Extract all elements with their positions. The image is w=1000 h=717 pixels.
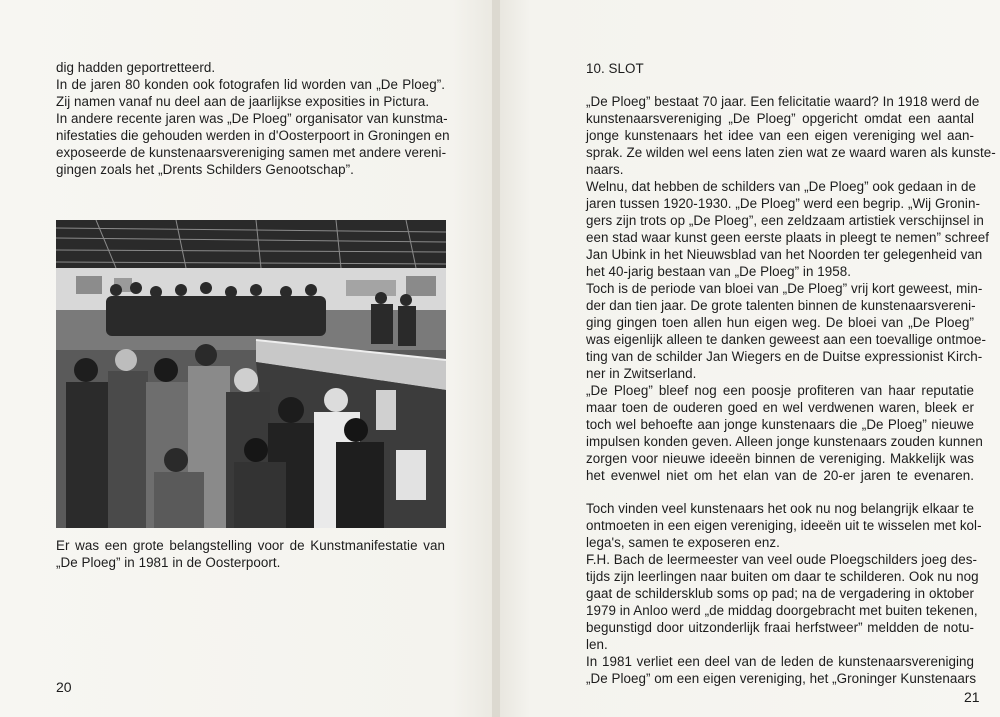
left-text-line: gingen zoals het „Drents Schilders Genootschap”. (56, 162, 354, 177)
body-text-line: begunstigd door uitzonderlijk fraai herfstweer” meldden de notu- (586, 620, 974, 635)
left-text-line: Zij namen vanaf nu deel aan de jaarlijkse exposities in Pictura. (56, 94, 430, 109)
page-number-right: 21 (964, 689, 980, 705)
body-text-line: het 40-jarig bestaan van „De Ploeg” in 1958. (586, 264, 851, 279)
book-gutter (492, 0, 500, 717)
body-text-line: „De Ploeg” bleef nog een poosje profiteren van haar reputatie (586, 383, 974, 398)
body-text-line: naars. (586, 162, 624, 177)
left-text-line: exposeerde de kunstenaarsvereniging samen met andere vereni- (56, 145, 447, 160)
photo-caption-line: „De Ploeg” in 1981 in de Oosterpoort. (56, 555, 281, 570)
body-text-line: kunstenaarsvereniging „De Ploeg” opgericht omdat een aantal (586, 111, 974, 126)
left-text-line: nifestaties die gehouden werden in d'Oosterpoort in Groningen en (56, 128, 450, 143)
body-text-line: was eigenlijk alleen te danken geweest aan een toevallige ontmoe- (586, 332, 987, 347)
left-page (0, 0, 492, 717)
body-text-line: ner in Zwitserland. (586, 366, 697, 381)
body-text-line: 1979 in Anloo werd „de middag doorgebracht met buiten tekenen, (586, 603, 978, 618)
body-text-line: een stad waar kunst geen eerste plaats in pleegt te nemen” schreef (586, 230, 990, 245)
section-heading: 10. SLOT (586, 61, 644, 76)
body-text-line: F.H. Bach de leermeester van veel oude Ploegschilders joeg des- (586, 552, 977, 567)
body-text-line: ging gingen toen allen hun eigen weg. De bloei van „De Ploeg” (586, 315, 974, 330)
body-text-line: jonge kunstenaars het idee van een eigen vereniging wel aan- (586, 128, 974, 143)
body-text-line: Welnu, dat hebben de schilders van „De Ploeg” ook gedaan in de (586, 179, 976, 194)
body-text-line: lega's, samen te exposeren enz. (586, 535, 780, 550)
body-text-line: ting van de schilder Jan Wiegers en de Duitse expressionist Kirch- (586, 349, 983, 364)
body-text-line: zorgen voor nieuwe ideeën binnen de vereniging. Makkelijk was (586, 451, 974, 466)
body-text-line: tijds zijn leerlingen naar buiten om daar te schilderen. Ook nu nog (586, 569, 979, 584)
left-text-line: dig hadden geportretteerd. (56, 60, 216, 75)
page-number-left: 20 (56, 679, 72, 695)
body-text-line: het evenwel niet om het elan van de 20-er jaren te evenaren. (586, 468, 974, 483)
body-text-line: maar toen de ouderen goed en wel verdwenen waren, bleek er (586, 400, 974, 415)
body-text-line: gers zijn trots op „De Ploeg”, een zeldzaam artistiek verschijnsel in (586, 213, 984, 228)
body-text-line: ontmoeten in een eigen vereniging, ideeën uit te wisselen met kol- (586, 518, 982, 533)
body-text-line: gaat de schildersklub soms op pad; na de vergadering in oktober (586, 586, 974, 601)
body-text-line: In 1981 verliet een deel van de leden de kunstenaarsvereniging (586, 654, 974, 669)
body-text-line: impulsen konden geven. Alleen jonge kunstenaars zouden kunnen (586, 434, 983, 449)
body-text-line: der dan tien jaar. De grote talenten binnen de kunstenaarsvereni- (586, 298, 976, 313)
body-text-line: toch wel behoefte aan jonge kunstenaars die „De Ploeg” nieuwe (586, 417, 974, 432)
left-text-line: In andere recente jaren was „De Ploeg” organisator van kunstma- (56, 111, 448, 126)
body-text-line: sprak. Ze wilden wel eens laten zien wat ze waard waren als kunste- (586, 145, 996, 160)
body-text-line: „De Ploeg” bestaat 70 jaar. Een felicitatie waard? In 1918 werd de (586, 94, 980, 109)
body-text-line: jaren tussen 1920-1930. „De Ploeg” werd een begrip. „Wij Gronin- (586, 196, 980, 211)
body-text-line: Jan Ubink in het Nieuwsblad van het Noorden ter gelegenheid van (586, 247, 983, 262)
body-text-line: len. (586, 637, 608, 652)
body-text-line: „De Ploeg” om een eigen vereniging, het „Groninger Kunstenaars (586, 671, 977, 686)
left-text-line: In de jaren 80 konden ook fotografen lid worden van „De Ploeg”. (56, 77, 445, 92)
right-page (500, 0, 1000, 717)
photo-caption-line: Er was een grote belangstelling voor de Kunstmanifestatie van (56, 538, 445, 553)
body-text-line: Toch vinden veel kunstenaars het ook nu nog belangrijk elkaar te (586, 501, 975, 516)
body-text-line: Toch is de periode van bloei van „De Ploeg” vrij kort geweest, min- (586, 281, 983, 296)
exhibition-crowd-photo (56, 220, 446, 528)
